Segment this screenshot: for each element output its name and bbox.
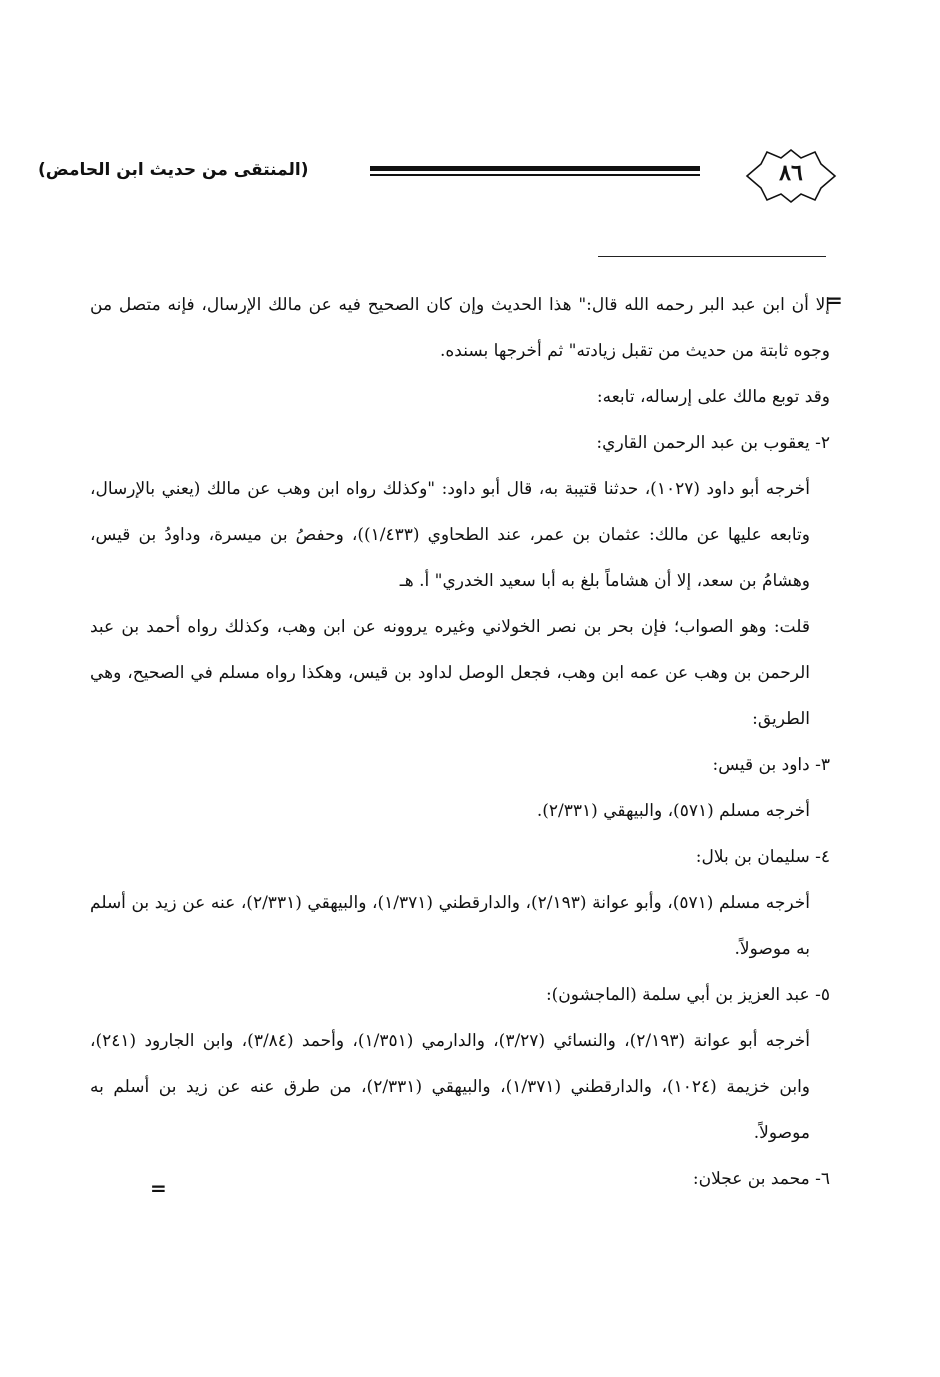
section-rule	[598, 256, 826, 257]
paragraph-followed: وقد توبع مالك على إرساله، تابعه:	[596, 387, 830, 407]
running-title: (المنتقى من حديث ابن الحامض)	[38, 160, 309, 180]
heading-4: ٤- سليمان بن بلال:	[695, 847, 830, 867]
main-text	[90, 282, 830, 1202]
paragraph-3: أخرجه مسلم (٥٧١)، والبيهقي (٢/٣٣١).	[536, 801, 810, 821]
header-rule-thin	[370, 174, 700, 176]
continuation-mark-bottom: =	[150, 1176, 167, 1200]
heading-5: ٥- عبد العزيز بن أبي سلمة (الماجشون):	[545, 985, 830, 1005]
paragraph-qultu: قلت: وهو الصواب؛ فإن بحر بن نصر الخولاني وغيره يروونه عن ابن وهب، وكذلك رواه أحمد بن عبد الرحمن بن وهب عن عمه ابن وهب، فجعل الوصل لداود بن قيس، وهكذا رواه مسلم في الصحيح، وهي الطريق:	[90, 617, 810, 729]
heading-3: ٣- داود بن قيس:	[712, 755, 830, 775]
paragraph-4: أخرجه مسلم (٥٧١)، وأبو عوانة (٢/١٩٣)، والدارقطني (١/٣٧١)، والبيهقي (٢/٣٣١)، عنه عن زيد بن أسلم به موصولاً.	[90, 893, 811, 959]
paragraph-abu-dawud: أخرجه أبو داود (١٠٢٧)، حدثنا قتيبة به، قال أبو داود: "وكذلك رواه ابن وهب عن مالك (يعني بالإرسال، وتابعه عليها عن مالك: عثمان بن عمر، عند الطحاوي (١/٤٣٣))، وحفصُ بن ميسرة، وداودُ بن قيس، وهشامُ بن سعد، إلا أن هشاماً بلغ به أبا سعيد الخدري" أ. هـ	[90, 479, 810, 591]
paragraph-5: أخرجه أبو عوانة (٢/١٩٣)، والنسائي (٣/٢٧)، والدارمي (١/٣٥١)، وأحمد (٣/٨٤)، وابن الجارود (٢٤١)، وابن خزيمة (١٠٢٤)، والدارقطني (١/٣٧١)، والبيهقي (٢/٣٣١)، من طرق عنه عن زيد بن أسلم به موصولاً.	[90, 1031, 811, 1143]
heading-6: ٦- محمد بن عجلان:	[692, 1169, 830, 1189]
page-number-badge	[743, 148, 839, 204]
header-rule-thick	[370, 166, 700, 171]
page-number: ٨٦	[779, 160, 803, 186]
paragraph-intro: إلا أن ابن عبد البر رحمه الله قال:" هذا الحديث وإن كان الصحيح فيه عن مالك الإرسال، فإنه متصل من وجوه ثابتة من حديث من تقبل زيادته" ثم أخرجها بسنده.	[90, 295, 830, 361]
heading-2: ٢- يعقوب بن عبد الرحمن القاري:	[596, 433, 830, 453]
page-header	[0, 0, 940, 240]
continuation-mark-top: =	[826, 288, 843, 312]
